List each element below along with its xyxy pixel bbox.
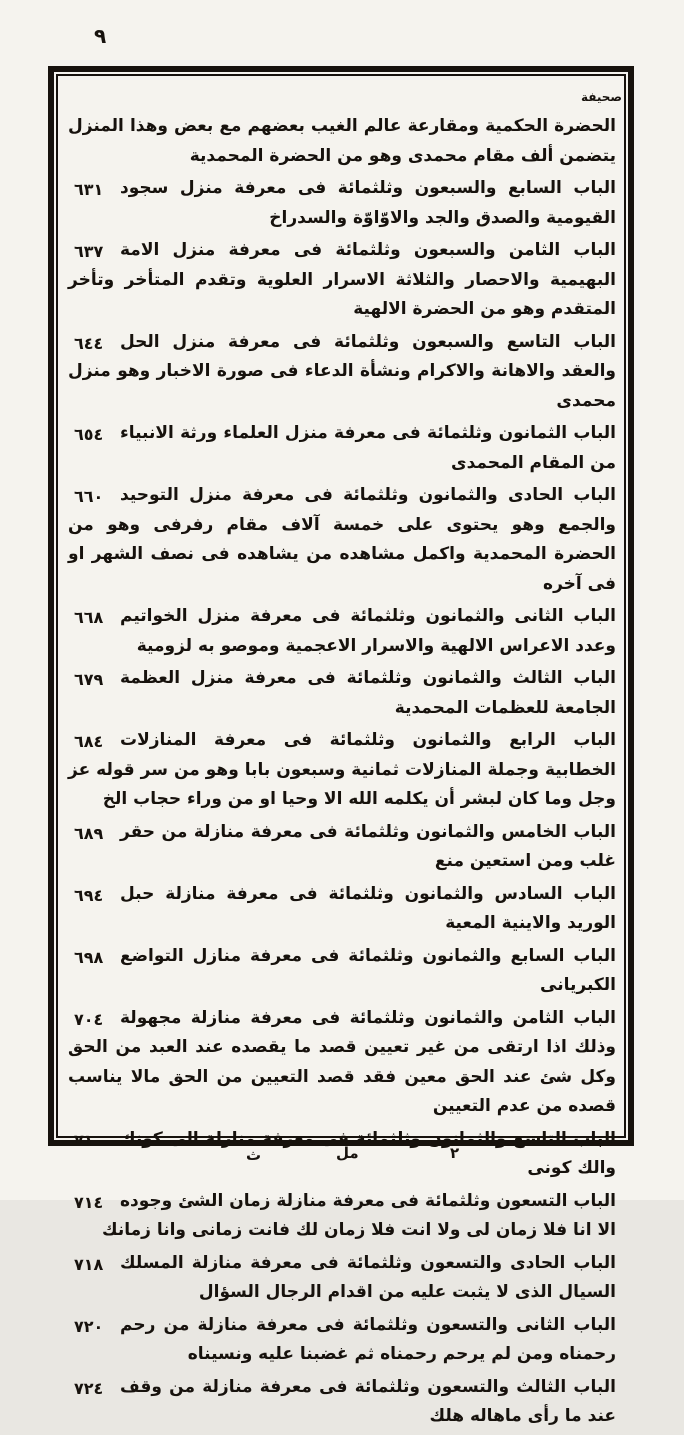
entry-page-number: ٦٨٩	[74, 823, 104, 843]
entry-text	[68, 1187, 616, 1246]
entry-text	[68, 1311, 616, 1370]
entry-page-number: ٦٧٩	[74, 670, 104, 689]
toc-entry	[68, 818, 616, 877]
entry-text-content: الباب التسعون وثلثمائة فى معرفة منازلة زمان الشئ وجوده الا انا فلا زمان لى ولا انت فلا زمان لك فانت زمانى وانا زمانك	[102, 1190, 616, 1240]
toc-entry	[68, 328, 616, 417]
catchword-mark: مل	[336, 1144, 359, 1162]
catchword-mark: ٢	[450, 1144, 460, 1162]
entry-text-content: الباب السابع والثمانون وثلثمائة فى معرفة منازل التواضع الكبريانى	[120, 945, 616, 995]
entry-page-number: ٧٠٤	[74, 1009, 104, 1029]
entry-text-content: الباب الخامس والثمانون وثلثمائة فى معرفة منازلة من حقر غلب ومن استعين منع	[120, 821, 616, 871]
toc-entry	[68, 1311, 616, 1370]
entry-text	[68, 726, 616, 815]
entry-page-number: ٦٨٤	[74, 732, 104, 751]
intro-continuation-paragraph: الحضرة الحكمية ومقارعة عالم الغيب بعضهم مع بعض وهذا المنزل يتضمن ألف مقام محمدى وهو من الحضرة المحمدية	[68, 116, 616, 166]
entry-text-content: الباب الثامن والسبعون وثلثمائة فى معرفة منزل الامة البهيمية والاحصار والثلاثة الاسرار العلوية وتقدم المتأخر وتأخر المتقدم وهو من الحضرة الالهية	[68, 240, 616, 319]
toc-entry	[68, 880, 616, 939]
entry-text-content: الباب التاسع والثمانون وثلثمائة فى معرفة منازلة الى كونك والك كونى	[120, 1128, 616, 1178]
entry-text-content: الباب السابع والسبعون وثلثمائة فى معرفة منزل سجود القيومية والصدق والجد والاوّاوّة والسدراخ	[120, 178, 616, 228]
entry-text	[68, 236, 616, 325]
entry-text-content: الباب الثانى والثمانون وثلثمائة فى معرفة منزل الخواتيم وعدد الاعراس الالهية والاسرار الاعجمية وموصو به لزومية	[120, 606, 616, 656]
entry-page-number: ٧٢٤	[74, 1378, 104, 1398]
entry-text	[68, 880, 616, 939]
entry-text	[68, 328, 616, 417]
toc-entry	[68, 419, 616, 478]
toc-entry	[68, 726, 616, 815]
entry-text	[68, 174, 616, 233]
entry-text	[68, 1373, 616, 1432]
entry-text	[68, 1249, 616, 1308]
entry-page-number: ٦٦٠	[74, 487, 104, 506]
toc-entry	[68, 1187, 616, 1246]
entry-page-number: ٧١٠	[74, 1130, 104, 1150]
entry-text-content: الباب الثمانون وثلثمائة فى معرفة منزل العلماء ورثة الانبياء من المقام المحمدى	[120, 423, 616, 473]
toc-entry	[68, 602, 616, 661]
sheet-column-label: صحيفة	[580, 90, 622, 104]
folio-number: ٩	[94, 24, 107, 48]
entry-text	[68, 1004, 616, 1122]
entry-text-content: الباب السادس والثمانون وثلثمائة فى معرفة منازلة حبل الوريد والاينية المعية	[120, 883, 616, 933]
entry-text-content: الباب الثامن والثمانون وثلثمائة فى معرفة منازلة مجهولة وذلك اذا ارتقى من غير تعيين قصد ما يقصده عند العبد من الحق وكل شئ عند الحق معين فقد قصد التعيين من الحق مالا يناسب قصده من عدم التعيين	[68, 1007, 616, 1116]
entry-page-number: ٦٦٨	[74, 608, 104, 627]
entry-page-number: ٦٤٤	[74, 333, 104, 353]
entry-text-content: الباب الرابع والثمانون وثلثمائة فى معرفة المنازلات الخطابية وجملة المنازلات ثمانية وسبعون بابا وهو من سر قوله عز وجل وما كان لبشر أن يكلمه الله الا وحيا او من وراء حجاب الخ	[68, 730, 616, 809]
toc-entry	[68, 942, 616, 1001]
entry-page-number: ٧١٤	[74, 1192, 104, 1212]
entry-text	[68, 481, 616, 599]
catchword-mark: ث	[246, 1146, 262, 1164]
toc-content	[68, 112, 616, 1435]
entry-text-content: الباب الحادى والتسعون وثلثمائة فى معرفة منازلة المسلك السيال الذى لا يثبت عليه من اقدام الرجال السؤال	[120, 1252, 616, 1302]
page-frame	[48, 66, 634, 1426]
entry-page-number: ٧١٨	[74, 1254, 104, 1274]
entry-text-content: الباب الثالث والتسعون وثلثمائة فى معرفة منازلة من وقف عند ما رأى ماهاله هلك	[120, 1376, 616, 1426]
toc-entry	[68, 1373, 616, 1432]
entry-text	[68, 942, 616, 1001]
entry-page-number: ٦٩٤	[74, 885, 104, 905]
entry-text-content: الباب الثالث والثمانون وثلثمائة فى معرفة منزل العظمة الجامعة للعظمات المحمدية	[120, 668, 616, 718]
entry-page-number: ٦٩٨	[74, 947, 104, 967]
toc-entry	[68, 236, 616, 325]
toc-entry	[68, 1004, 616, 1122]
entry-page-number: ٦٣١	[74, 180, 104, 199]
toc-entry	[68, 664, 616, 723]
entry-text	[68, 419, 616, 478]
entry-text-content: الباب الحادى والثمانون وثلثمائة فى معرفة منزل التوحيد والجمع وهو يحتوى على خمسة آلاف مقام رفرفى وهو من الحضرة المحمدية واكمل مشاهده من يشاهده فى نصف الشهر او فى آخره	[68, 485, 616, 594]
toc-entry	[68, 174, 616, 233]
entry-page-number: ٦٣٧	[74, 242, 104, 261]
entry-text	[68, 664, 616, 723]
toc-entry	[68, 1249, 616, 1308]
entry-page-number: ٦٥٤	[74, 425, 104, 444]
entry-text-content: الباب التاسع والسبعون وثلثمائة فى معرفة منزل الحل والعقد والاهانة والاكرام ونشأة الدعاء فى صورة الاخبار وهو منزل محمدى	[68, 331, 616, 411]
entry-text	[68, 602, 616, 661]
entry-text	[68, 818, 616, 877]
entry-text-content: الباب الثانى والتسعون وثلثمائة فى معرفة منازلة من رحم رحمناه ومن لم يرحم رحمناه ثم غضبنا عليه ونسيناه	[120, 1314, 616, 1364]
entry-page-number: ٧٢٠	[74, 1316, 104, 1336]
toc-entry	[68, 481, 616, 599]
